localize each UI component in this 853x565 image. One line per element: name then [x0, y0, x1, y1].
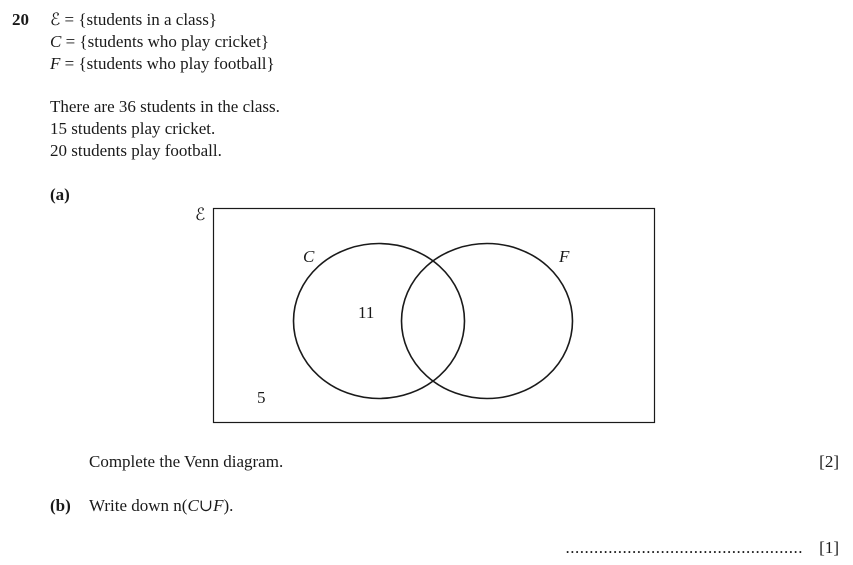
set-definition-text: = {students in a class} [64, 10, 217, 29]
part-a-label: (a) [50, 185, 70, 204]
statement-football-count: 20 students play football. [50, 141, 222, 160]
part-b-set-f: F [213, 496, 224, 515]
union-symbol: ∪ [198, 496, 214, 515]
universal-set-label: ℰ [195, 205, 206, 224]
set-definition-text: = {students who play cricket} [65, 32, 270, 51]
universal-set-symbol: ℰ [50, 10, 61, 29]
universal-set-rectangle [214, 209, 655, 423]
part-b-label: (b) [50, 496, 71, 515]
part-b-question [89, 496, 233, 516]
set-f-circle[interactable] [402, 244, 573, 399]
c-only-value: 11 [358, 303, 375, 322]
part-b-set-c: C [187, 496, 199, 515]
part-b-marks: [1] [819, 538, 839, 557]
set-definition-universal [50, 10, 217, 30]
part-a-marks: [2] [819, 452, 839, 471]
part-b-suffix: ). [223, 496, 234, 515]
set-definition-cricket [50, 32, 269, 52]
set-c-label: C [303, 247, 315, 266]
set-definition-football [50, 54, 275, 74]
question-number: 20 [12, 10, 29, 29]
set-definition-text: = {students who play football} [64, 54, 275, 73]
part-a-instruction: Complete the Venn diagram. [89, 452, 284, 471]
outside-value: 5 [257, 388, 266, 407]
statement-cricket-count: 15 students play cricket. [50, 119, 216, 138]
answer-line[interactable]: .................................................. [565, 538, 803, 557]
set-c-circle[interactable] [294, 244, 465, 399]
set-c-symbol: C [50, 32, 62, 51]
set-f-symbol: F [50, 54, 61, 73]
venn-diagram [190, 198, 665, 430]
statement-total-students: There are 36 students in the class. [50, 97, 280, 116]
part-b-prefix: Write down n( [89, 496, 188, 515]
set-f-label: F [559, 247, 570, 266]
